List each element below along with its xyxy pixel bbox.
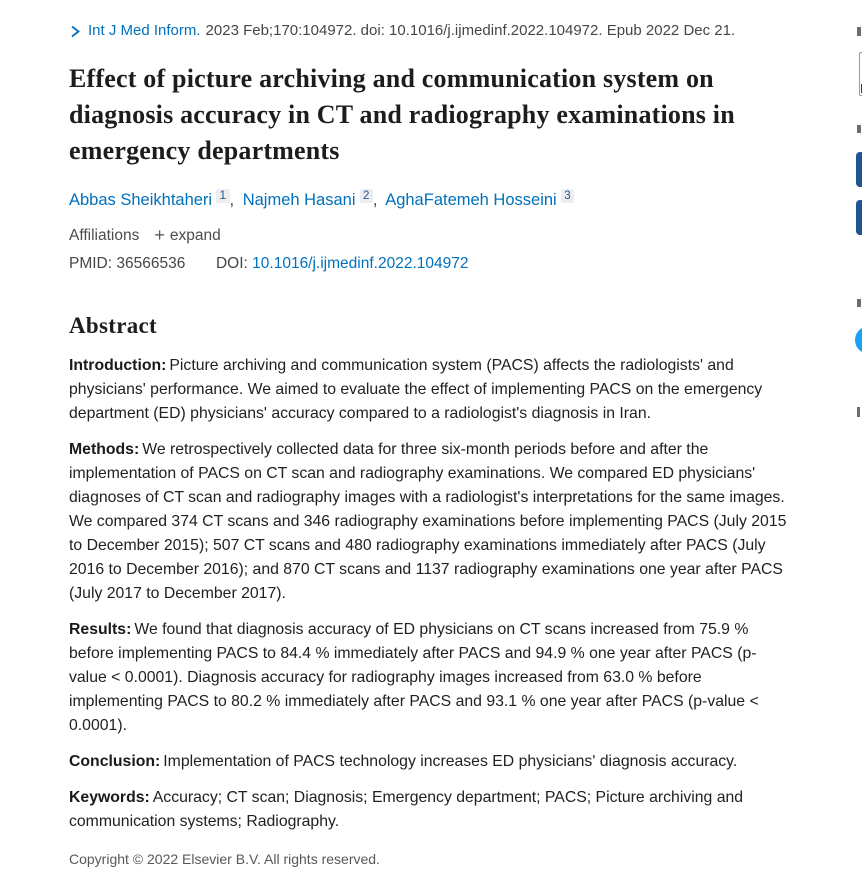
section-text: We retrospectively collected data for three six-month periods before and after the implementation of PACS on CT scan and radiography examinations. We compared ED physicians' diagnoses of CT scan and radiography images with a radiologist's interpretations for the same images. We compared 374 CT scans and 346 radiography examinations before implementing PACS (July 2015 to December 2015); 507 CT scans and 480 radiography examinations immediately after PACS (July 2016 to December 2016); and 870 CT scans and 1137 radiography examinations one year after PACS (July 2017 to December 2017). xyxy=(69,441,787,602)
pmid-label: PMID: xyxy=(69,255,113,272)
expand-label: expand xyxy=(169,226,221,244)
article-title: Effect of picture archiving and communication system on diagnosis accuracy in CT and radiography examinations in emergency departments xyxy=(69,64,735,165)
author-item xyxy=(385,191,574,209)
journal-link[interactable]: Int J Med Inform. xyxy=(88,22,201,39)
chevron-right-icon[interactable] xyxy=(69,24,81,39)
author-link[interactable]: Abbas Sheikhtaheri xyxy=(69,191,213,209)
section-text: Accuracy; CT scan; Diagnosis; Emergency department; PACS; Picture archiving and communication systems; Radiography. xyxy=(69,789,744,830)
authors-row xyxy=(69,188,791,212)
author-item xyxy=(69,191,238,209)
affiliation-sup-badge[interactable]: 1 xyxy=(216,189,229,203)
affiliations-row xyxy=(69,225,791,246)
doi-link[interactable]: 10.1016/j.ijmedinf.2022.104972 xyxy=(252,255,469,272)
section-text: Implementation of PACS technology increases ED physicians' diagnosis accuracy. xyxy=(163,753,738,770)
plus-icon: + xyxy=(154,225,165,245)
section-text: We found that diagnosis accuracy of ED physicians on CT scans increased from 75.9 % before implementing PACS to 84.4 % immediately after PACS and 94.9 % one year after PACS (p-value < 0.0001). Diagnosis accuracy for radiography images increased from 63.0 % before implementing PACS to 80.2 % immediately after PACS and 93.1 % one year after PACS (p-value < 0.0001). xyxy=(69,621,759,734)
pmid-value: 36566536 xyxy=(116,255,186,272)
abstract-paragraph-keywords xyxy=(69,786,791,834)
section-text: Picture archiving and communication system (PACS) affects the radiologists' and physicians' performance. We aimed to evaluate the effect of implementing PACS on the emergency department (ED) physicians' accuracy compared to a radiologist's diagnosis in Iran. xyxy=(69,357,763,422)
doi-label: DOI: xyxy=(215,255,248,272)
citation-details: 2023 Feb;170:104972. doi: 10.1016/j.ijmedinf.2022.104972. Epub 2022 Dec 21. xyxy=(205,22,736,39)
affiliations-label: Affiliations xyxy=(69,226,140,244)
author-link[interactable]: AghaFatemeh Hosseini xyxy=(385,191,557,209)
author-link[interactable]: Najmeh Hasani xyxy=(242,191,356,209)
expand-affiliations-button[interactable] xyxy=(154,225,220,246)
cite-button[interactable] xyxy=(856,152,862,187)
author-separator: , xyxy=(372,191,378,209)
section-label: Methods: xyxy=(69,441,140,458)
actions-label-fragment xyxy=(857,125,861,133)
article-main xyxy=(69,21,791,881)
author-separator: , xyxy=(229,191,235,209)
section-label: Introduction: xyxy=(69,357,167,374)
twitter-share-button[interactable] xyxy=(855,326,862,354)
full-text-links-label-fragment xyxy=(857,27,861,36)
abstract-paragraph-methods xyxy=(69,438,791,606)
affiliation-sup-badge[interactable]: 3 xyxy=(561,189,574,203)
section-label: Conclusion: xyxy=(69,753,161,770)
abstract-paragraph-results xyxy=(69,618,791,738)
page-navigation-label-fragment xyxy=(857,407,860,417)
citation-row xyxy=(69,21,791,41)
share-label-fragment xyxy=(857,299,861,307)
abstract-heading: Abstract xyxy=(69,313,157,338)
affiliation-sup-badge[interactable]: 2 xyxy=(360,189,373,203)
section-label: Keywords: xyxy=(69,789,150,806)
copyright-notice: Copyright © 2022 Elsevier B.V. All rights reserved. xyxy=(69,851,380,867)
abstract-paragraph-introduction xyxy=(69,354,791,426)
section-label: Results: xyxy=(69,621,132,638)
identifiers-row xyxy=(69,255,791,273)
favourites-button[interactable] xyxy=(856,200,862,235)
abstract-paragraph-conclusion xyxy=(69,750,791,774)
author-item xyxy=(243,191,382,209)
